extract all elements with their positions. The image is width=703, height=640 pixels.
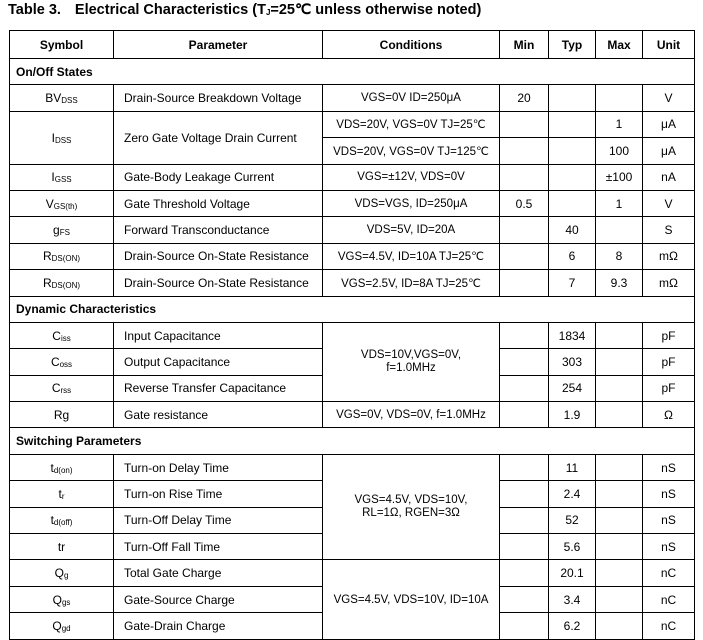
unit-cell: S — [643, 217, 695, 243]
min-cell — [500, 164, 549, 190]
parameter-cell: Gate-Drain Charge — [114, 613, 323, 639]
max-cell: 8 — [596, 243, 643, 269]
typ-cell — [549, 85, 596, 111]
parameter-cell: Gate Threshold Voltage — [114, 190, 323, 216]
max-cell: 100 — [596, 138, 643, 164]
symbol-cell: $V_{GS(th)}$ — [10, 190, 114, 216]
parameter-cell: Gate resistance — [114, 402, 323, 428]
typ-cell: 303 — [549, 349, 596, 375]
min-cell — [500, 138, 549, 164]
symbol-cell: $R_{DS(ON)}$ — [10, 270, 114, 296]
max-cell — [596, 217, 643, 243]
unit-cell: nC — [643, 613, 695, 639]
typ-cell: 6 — [549, 243, 596, 269]
symbol-cell: $t_{d(off)}$ — [10, 507, 114, 533]
min-cell — [500, 270, 549, 296]
parameter-cell: Reverse Transfer Capacitance — [114, 375, 323, 401]
unit-cell: μA — [643, 138, 695, 164]
table-row — [10, 243, 695, 269]
header-typ: Typ — [549, 31, 596, 59]
typ-cell: 2.4 — [549, 481, 596, 507]
unit-cell: μA — [643, 111, 695, 137]
parameter-cell: Drain-Source Breakdown Voltage — [114, 85, 323, 111]
unit-cell: nS — [643, 534, 695, 560]
max-cell — [596, 349, 643, 375]
min-cell — [500, 375, 549, 401]
min-cell — [500, 454, 549, 480]
table-row — [10, 402, 695, 428]
table-row — [10, 322, 695, 348]
table-row — [10, 85, 695, 111]
unit-cell: nS — [643, 481, 695, 507]
parameter-cell: Forward Transconductance — [114, 217, 323, 243]
table-title: Table 3. Electrical Characteristics ($T_J=25℃$ unless otherwise noted) — [8, 2, 482, 18]
symbol-cell: $Q_{gs}$ — [10, 586, 114, 612]
min-cell: 20 — [500, 85, 549, 111]
header-max: Max — [596, 31, 643, 59]
conditions-cell: VDS=20V, VGS=0V TJ=25℃ — [323, 111, 500, 137]
conditions-cell: VGS=4.5V, VDS=10V, ID=10A — [323, 560, 500, 639]
typ-cell: 1.9 — [549, 402, 596, 428]
table-row — [10, 217, 695, 243]
electrical-characteristics-table — [9, 30, 694, 640]
parameter-cell: Total Gate Charge — [114, 560, 323, 586]
header-conditions: Conditions — [323, 31, 500, 59]
max-cell — [596, 85, 643, 111]
unit-cell: nC — [643, 586, 695, 612]
symbol-cell: $Q_g$ — [10, 560, 114, 586]
parameter-cell: Output Capacitance — [114, 349, 323, 375]
section-row — [10, 428, 695, 454]
unit-cell: pF — [643, 375, 695, 401]
typ-cell: 20.1 — [549, 560, 596, 586]
min-cell — [500, 534, 549, 560]
parameter-cell: Zero Gate Voltage Drain Current — [114, 111, 323, 164]
unit-cell: mΩ — [643, 243, 695, 269]
min-cell — [500, 349, 549, 375]
header-symbol: Symbol — [10, 31, 114, 59]
table-heading: Electrical Characteristics (T — [74, 2, 266, 18]
max-cell: 9.3 — [596, 270, 643, 296]
symbol-cell: Rg — [10, 402, 114, 428]
typ-cell — [549, 164, 596, 190]
typ-cell — [549, 190, 596, 216]
parameter-cell: Gate-Source Charge — [114, 586, 323, 612]
table-row — [10, 270, 695, 296]
symbol-cell: tr — [10, 534, 114, 560]
table-row — [10, 190, 695, 216]
max-cell: 1 — [596, 111, 643, 137]
parameter-cell: Turn-Off Delay Time — [114, 507, 323, 533]
symbol-cell: $C_{rss}$ — [10, 375, 114, 401]
min-cell — [500, 402, 549, 428]
min-cell — [500, 322, 549, 348]
min-cell — [500, 217, 549, 243]
symbol-cell: $t_r$ — [10, 481, 114, 507]
table-row — [10, 164, 695, 190]
unit-cell: nS — [643, 454, 695, 480]
unit-cell: pF — [643, 349, 695, 375]
symbol-cell: $I_{GSS}$ — [10, 164, 114, 190]
section-switching: Switching Parameters — [10, 428, 695, 454]
min-cell: 0.5 — [500, 190, 549, 216]
max-cell — [596, 481, 643, 507]
symbol-cell: $I_{DSS}$ — [10, 111, 114, 164]
min-cell — [500, 613, 549, 639]
max-cell — [596, 322, 643, 348]
unit-cell: mΩ — [643, 270, 695, 296]
parameter-cell: Drain-Source On-State Resistance — [114, 270, 323, 296]
unit-cell: V — [643, 85, 695, 111]
header-parameter: Parameter — [114, 31, 323, 59]
conditions-cell: VGS=4.5V, VDS=10V, RL=1Ω, RGEN=3Ω — [323, 454, 500, 560]
typ-cell: 3.4 — [549, 586, 596, 612]
typ-cell: 5.6 — [549, 534, 596, 560]
parameter-cell: Turn-on Rise Time — [114, 481, 323, 507]
typ-cell: 1834 — [549, 322, 596, 348]
header-unit: Unit — [643, 31, 695, 59]
conditions-cell: VGS=4.5V, ID=10A TJ=25℃ — [323, 243, 500, 269]
typ-cell — [549, 138, 596, 164]
symbol-cell: $BV_{DSS}$ — [10, 85, 114, 111]
symbol-cell: $t_{d(on)}$ — [10, 454, 114, 480]
max-cell — [596, 507, 643, 533]
conditions-cell: VGS=0V, VDS=0V, f=1.0MHz — [323, 402, 500, 428]
typ-cell: 11 — [549, 454, 596, 480]
max-cell — [596, 402, 643, 428]
max-cell — [596, 560, 643, 586]
typ-cell: 7 — [549, 270, 596, 296]
max-cell: ±100 — [596, 164, 643, 190]
symbol-cell: $Q_{gd}$ — [10, 613, 114, 639]
min-cell — [500, 586, 549, 612]
unit-cell: nS — [643, 507, 695, 533]
conditions-cell: VGS=±12V, VDS=0V — [323, 164, 500, 190]
typ-cell: 254 — [549, 375, 596, 401]
parameter-cell: Gate-Body Leakage Current — [114, 164, 323, 190]
table-number: Table 3. — [8, 2, 61, 18]
parameter-cell: Input Capacitance — [114, 322, 323, 348]
max-cell — [596, 375, 643, 401]
parameter-cell: Turn-Off Fall Time — [114, 534, 323, 560]
symbol-cell: $R_{DS(ON)}$ — [10, 243, 114, 269]
conditions-cell: VGS=0V ID=250μA — [323, 85, 500, 111]
parameter-cell: Drain-Source On-State Resistance — [114, 243, 323, 269]
min-cell — [500, 560, 549, 586]
symbol-cell: $g_{FS}$ — [10, 217, 114, 243]
section-row — [10, 59, 695, 85]
unit-cell: Ω — [643, 402, 695, 428]
conditions-cell: VGS=2.5V, ID=8A TJ=25℃ — [323, 270, 500, 296]
section-onoff: On/Off States — [10, 59, 695, 85]
typ-cell: 52 — [549, 507, 596, 533]
unit-cell: V — [643, 190, 695, 216]
header-min: Min — [500, 31, 549, 59]
symbol-cell: $C_{oss}$ — [10, 349, 114, 375]
max-cell — [596, 534, 643, 560]
conditions-cell: VDS=10V,VGS=0V, f=1.0MHz — [323, 322, 500, 401]
unit-cell: pF — [643, 322, 695, 348]
max-cell — [596, 454, 643, 480]
typ-cell: 40 — [549, 217, 596, 243]
conditions-cell: VDS=5V, ID=20A — [323, 217, 500, 243]
parameter-cell: Turn-on Delay Time — [114, 454, 323, 480]
min-cell — [500, 481, 549, 507]
max-cell — [596, 586, 643, 612]
symbol-cell: $C_{iss}$ — [10, 322, 114, 348]
section-dynamic: Dynamic Characteristics — [10, 296, 695, 322]
min-cell — [500, 507, 549, 533]
header-row — [10, 31, 695, 59]
conditions-cell: VDS=20V, VGS=0V TJ=125℃ — [323, 138, 500, 164]
unit-cell: nC — [643, 560, 695, 586]
conditions-cell: VDS=VGS, ID=250μA — [323, 190, 500, 216]
max-cell: 1 — [596, 190, 643, 216]
typ-cell: 6.2 — [549, 613, 596, 639]
section-row — [10, 296, 695, 322]
table-row — [10, 111, 695, 137]
min-cell — [500, 243, 549, 269]
unit-cell: nA — [643, 164, 695, 190]
typ-cell — [549, 111, 596, 137]
table-row — [10, 560, 695, 586]
min-cell — [500, 111, 549, 137]
max-cell — [596, 613, 643, 639]
table-row — [10, 454, 695, 480]
